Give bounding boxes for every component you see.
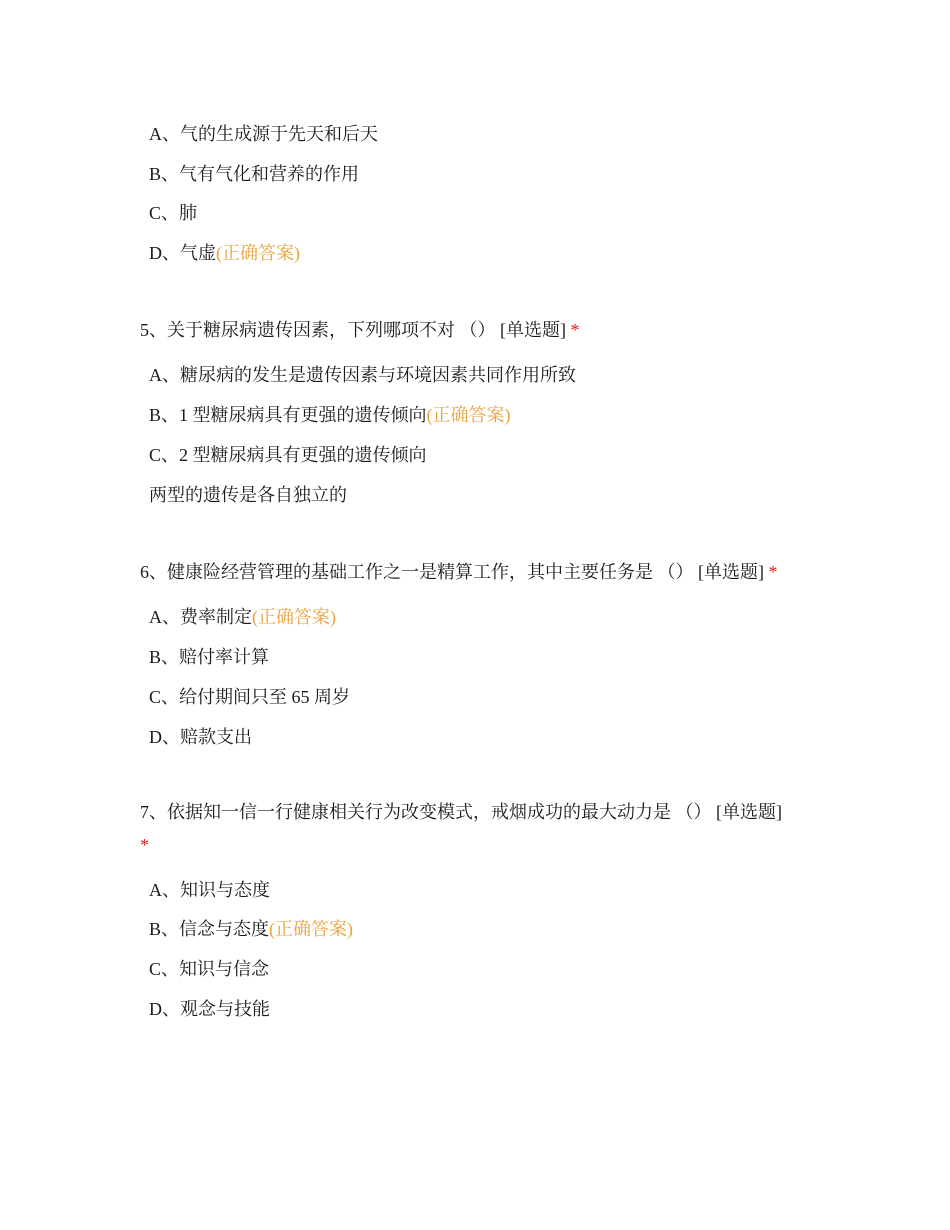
q7-option-a: A、知识与态度 bbox=[149, 880, 270, 900]
q5-option-b: B、1 型糖尿病具有更强的遗传倾向(正确答案) bbox=[149, 405, 511, 425]
correct-answer-tag: (正确答案) bbox=[216, 243, 300, 263]
q7-option-b: B、信念与态度(正确答案) bbox=[149, 919, 354, 939]
q6-option-a: A、费率制定(正确答案) bbox=[149, 607, 336, 627]
required-mark: * bbox=[768, 562, 778, 582]
correct-answer-tag: (正确答案) bbox=[269, 919, 354, 939]
correct-answer-tag: (正确答案) bbox=[252, 607, 336, 627]
q5-option-d: 两型的遗传是各自独立的 bbox=[149, 485, 347, 505]
q4-option-a: A、气的生成源于先天和后天 bbox=[149, 124, 378, 144]
required-mark: * bbox=[140, 835, 149, 855]
q7-option-c: C、知识与信念 bbox=[149, 959, 270, 979]
q4-option-c: C、肺 bbox=[149, 203, 198, 223]
q6-option-b: B、赔付率计算 bbox=[149, 647, 270, 667]
q5-option-a: A、糖尿病的发生是遗传因素与环境因素共同作用所致 bbox=[149, 365, 576, 385]
q7-option-d: D、观念与技能 bbox=[149, 999, 270, 1019]
q4-option-d: D、气虚(正确答案) bbox=[149, 243, 300, 263]
q5-title: 5、关于糖尿病遗传因素，下列哪项不对 （） [单选题] * bbox=[140, 320, 580, 340]
correct-answer-tag: (正确答案) bbox=[426, 405, 511, 425]
q6-option-c: C、给付期间只至 65 周岁 bbox=[149, 687, 351, 707]
q4-option-b: B、气有气化和营养的作用 bbox=[149, 164, 360, 184]
q6-title: 6、健康险经营管理的基础工作之一是精算工作，其中主要任务是 （） [单选题] * bbox=[140, 562, 778, 582]
q7-title: 7、依据知一信一行健康相关行为改变模式，戒烟成功的最大动力是 （） [单选题] * bbox=[140, 802, 782, 855]
required-mark: * bbox=[570, 320, 580, 340]
q5-option-c: C、2 型糖尿病具有更强的遗传倾向 bbox=[149, 445, 427, 465]
q6-option-d: D、赔款支出 bbox=[149, 727, 252, 747]
